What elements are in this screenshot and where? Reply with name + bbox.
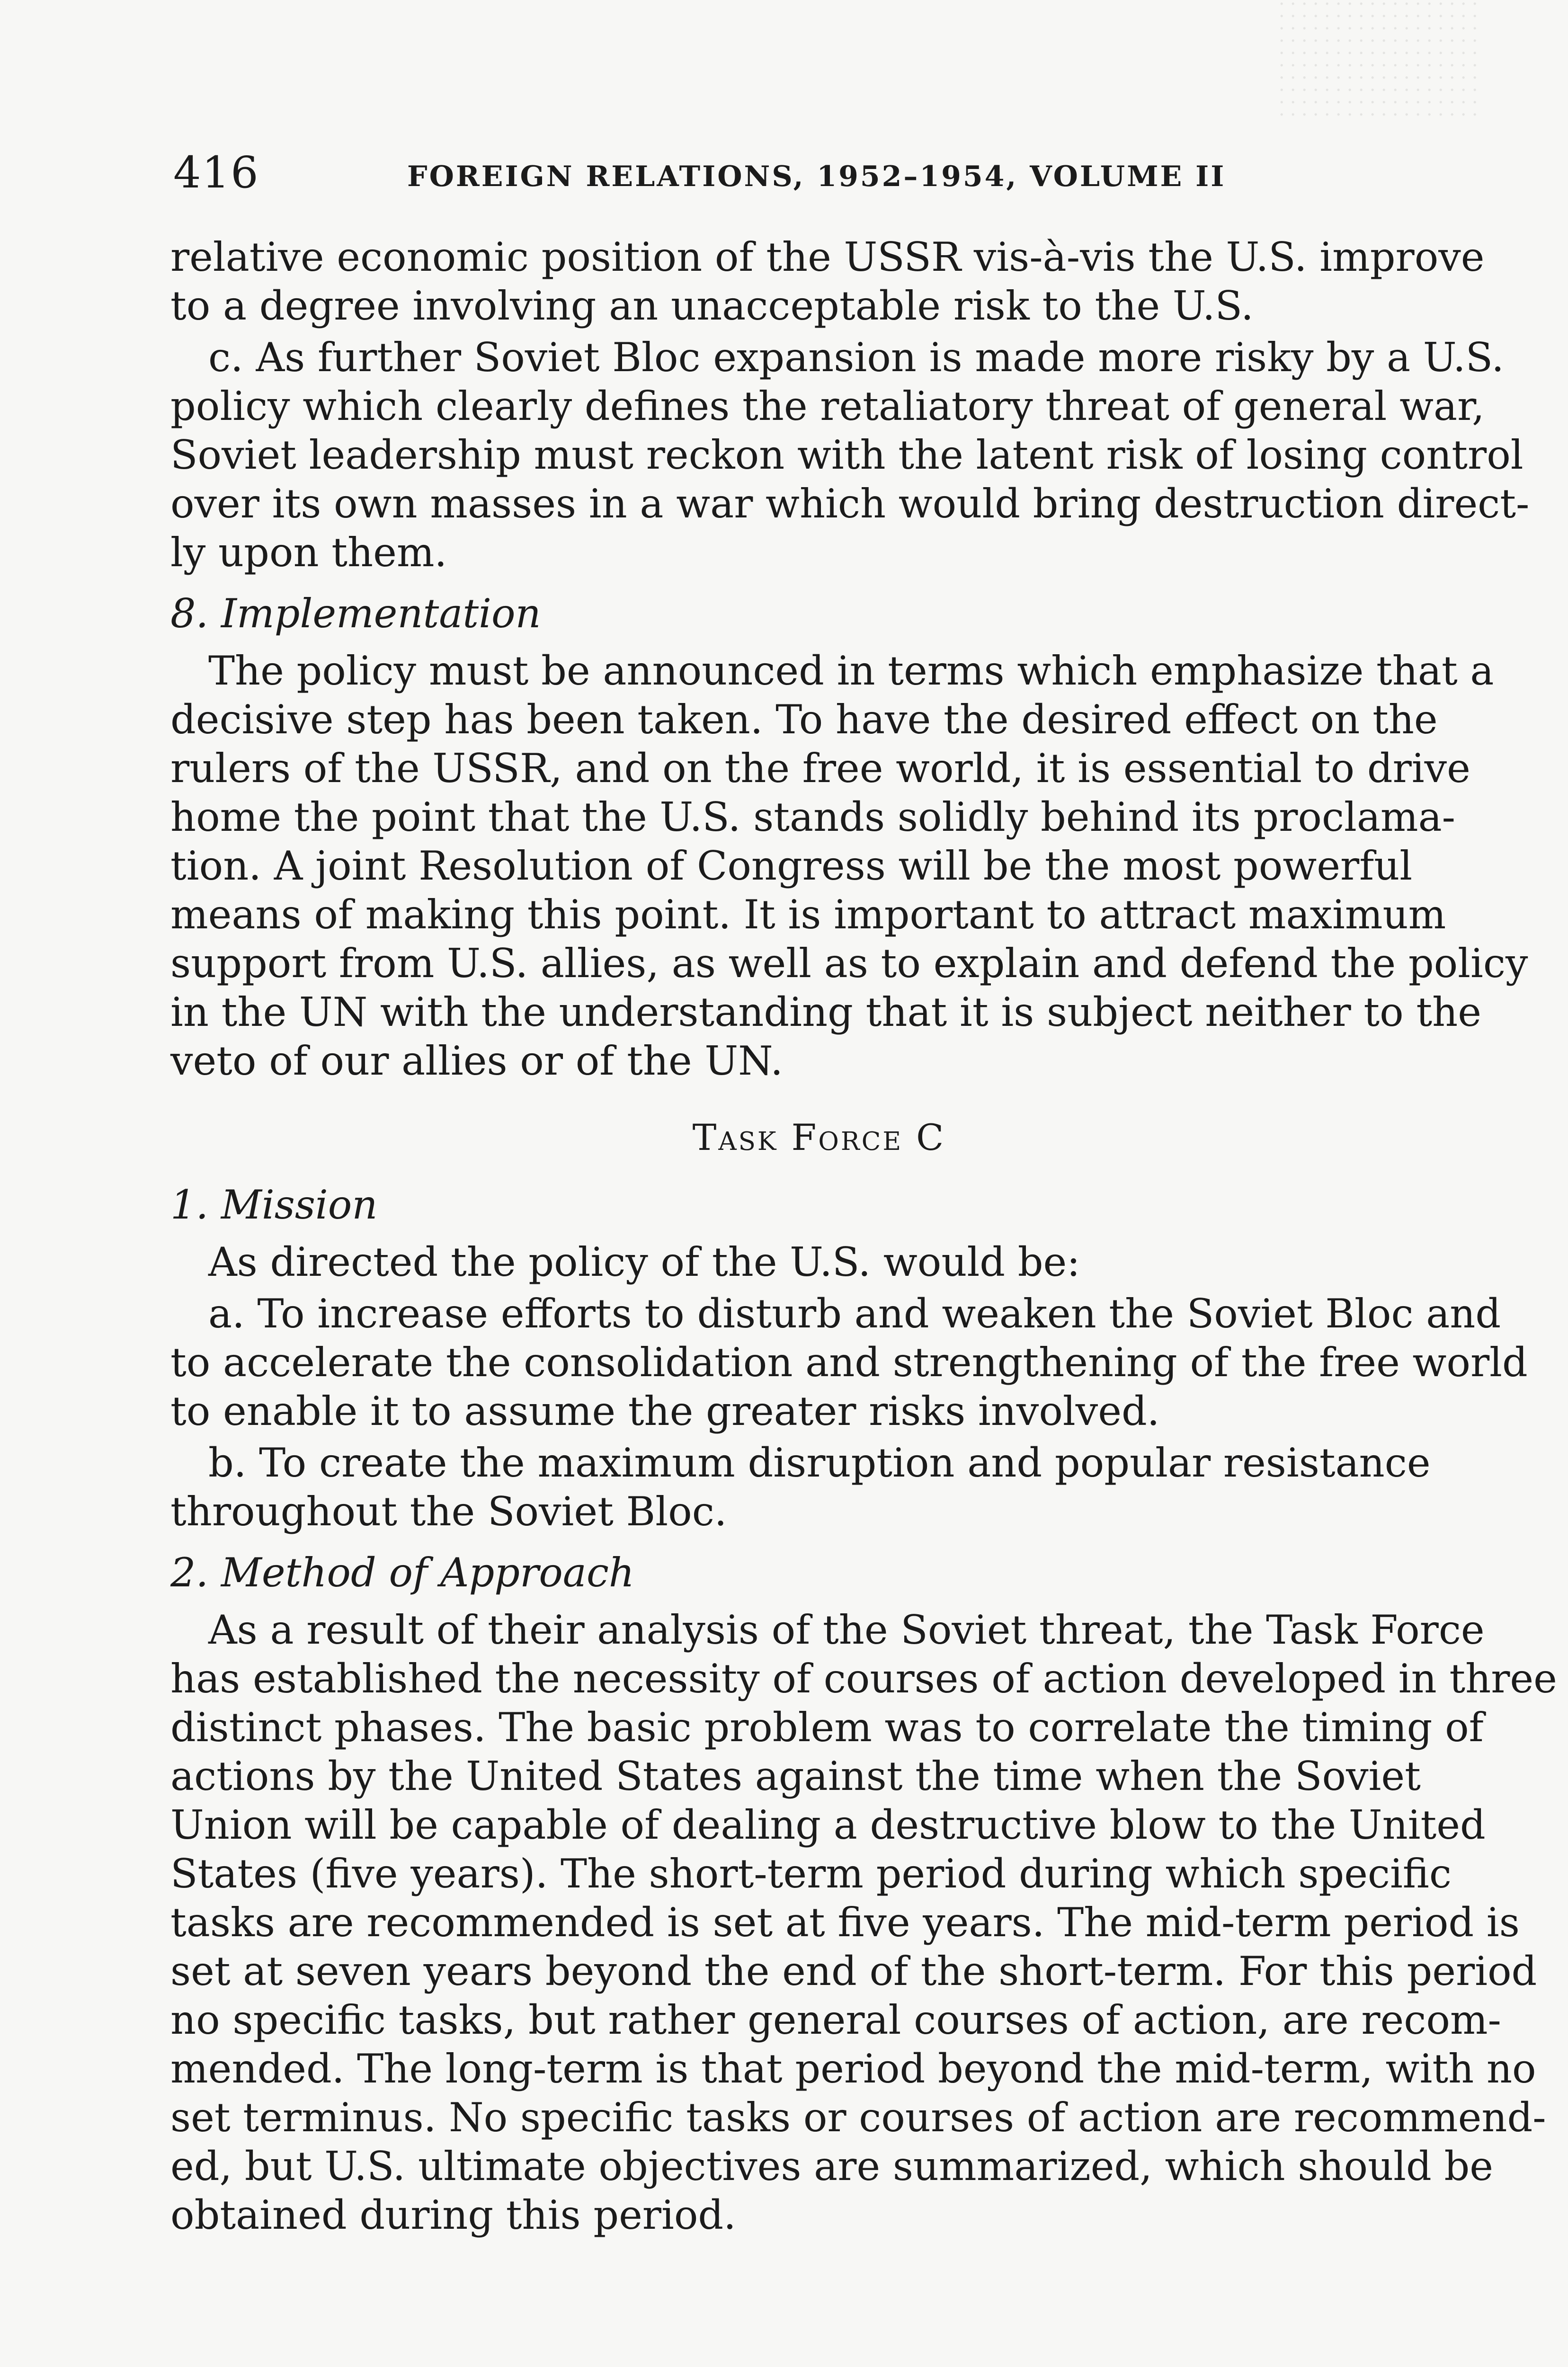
text-line: means of making this point. It is important to attract maximum (170, 891, 1446, 938)
item-c-paragraph (170, 333, 1530, 577)
text-line: tasks are recommended is set at five years. The mid-term period is (170, 1899, 1520, 1946)
text-line: The policy must be announced in terms which emphasize that a (208, 648, 1494, 694)
text-line: ed, but U.S. ultimate objectives are summarized, which should be (170, 2143, 1493, 2189)
text-line: As directed the policy of the U.S. would be: (208, 1239, 1080, 1285)
text-line: distinct phases. The basic problem was to correlate the timing of (170, 1704, 1484, 1751)
text-line: home the point that the U.S. stands solidly behind its proclama- (170, 794, 1456, 840)
text-line: rulers of the USSR, and on the free world, it is essential to drive (170, 745, 1470, 792)
page-header (170, 147, 1420, 204)
mission-a-paragraph (170, 1290, 1528, 1436)
implementation-heading: 8. Implementation (170, 590, 541, 637)
approach-heading: 2. Method of Approach (170, 1549, 634, 1596)
text-line: mended. The long-term is that period beyond the mid-term, with no (170, 2046, 1536, 2092)
text-line: c. As further Soviet Bloc expansion is made more risky by a U.S. (208, 334, 1504, 381)
text-line: As a result of their analysis of the Soviet threat, the Task Force (208, 1607, 1485, 1653)
text-line: no specific tasks, but rather general courses of action, are recom- (170, 1997, 1501, 2043)
text-line: actions by the United States against the time when the Soviet (170, 1753, 1421, 1799)
text-line: decisive step has been taken. To have the desired effect on the (170, 696, 1438, 743)
text-line: to a degree involving an unacceptable risk to the U.S. (170, 283, 1254, 329)
task-force-title: Task Force C (692, 1116, 946, 1158)
text-line: States (five years). The short-term period during which specific (170, 1851, 1452, 1897)
mission-heading: 1. Mission (170, 1182, 378, 1228)
text-line: veto of our allies or of the UN. (170, 1038, 783, 1084)
text-line: set at seven years beyond the end of the short-term. For this period (170, 1948, 1537, 1994)
text-line: a. To increase efforts to disturb and weaken the Soviet Bloc and (208, 1290, 1501, 1337)
text-line: to enable it to assume the greater risks involved. (170, 1388, 1160, 1434)
text-line: relative economic position of the USSR vis-à-vis the U.S. improve (170, 234, 1485, 280)
mission-intro (170, 1238, 1411, 1287)
page-number: 416 (173, 147, 259, 198)
implementation-paragraph (170, 647, 1528, 1086)
text-line: ly upon them. (170, 529, 447, 576)
text-line: support from U.S. allies, as well as to explain and defend the policy (170, 940, 1528, 987)
text-line: obtained during this period. (170, 2192, 736, 2238)
text-line: tion. A joint Resolution of Congress will be the most powerful (170, 843, 1413, 889)
text-line: b. To create the maximum disruption and popular resistance (208, 1440, 1431, 1486)
text-line: has established the necessity of courses of action developed in three (170, 1655, 1557, 1702)
text-line: policy which clearly defines the retaliatory threat of general war, (170, 383, 1485, 429)
scan-speckle (1278, 0, 1477, 123)
running-head: FOREIGN RELATIONS, 1952–1954, VOLUME II (407, 160, 1226, 193)
intro-paragraph (170, 233, 1485, 330)
approach-paragraph (170, 1606, 1557, 2240)
text-line: Soviet leadership must reckon with the latent risk of losing control (170, 432, 1523, 478)
text-line: Union will be capable of dealing a destructive blow to the United (170, 1802, 1486, 1848)
text-line: to accelerate the consolidation and strengthening of the free world (170, 1339, 1528, 1386)
text-line: throughout the Soviet Bloc. (170, 1488, 727, 1535)
text-line: set terminus. No specific tasks or courses of action are recommend- (170, 2094, 1546, 2141)
mission-b-paragraph (170, 1439, 1431, 1536)
text-line: over its own masses in a war which would bring destruction direct- (170, 481, 1530, 527)
page-body (170, 233, 1557, 2242)
text-line: in the UN with the understanding that it is subject neither to the (170, 989, 1481, 1035)
